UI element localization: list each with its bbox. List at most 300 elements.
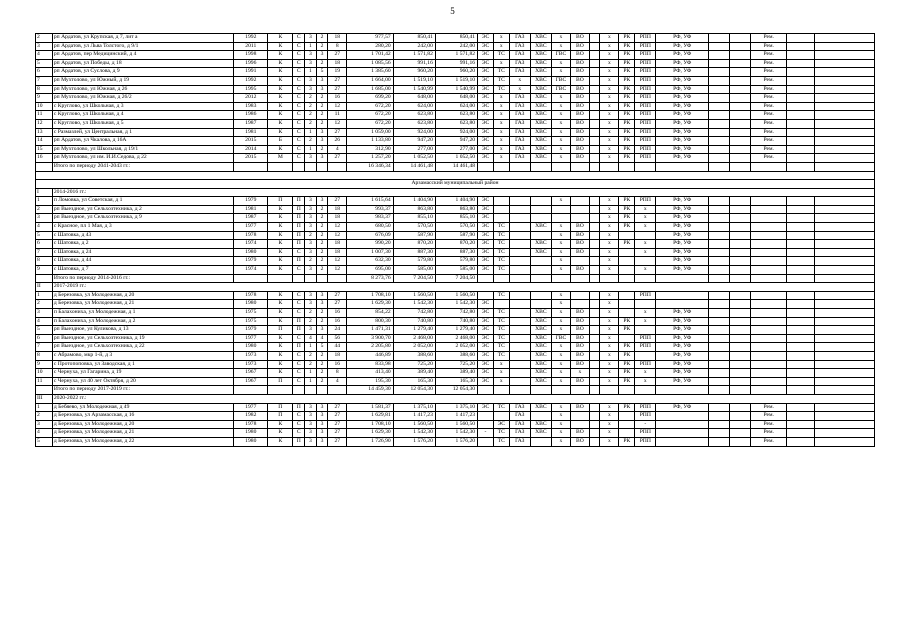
table-cell bbox=[787, 197, 814, 206]
table-cell: 960,20 bbox=[393, 68, 435, 77]
table-cell: 1 375,10 bbox=[393, 403, 435, 412]
table-cell: П bbox=[293, 403, 305, 412]
table-cell: 2 bbox=[305, 309, 317, 318]
table-cell bbox=[530, 412, 551, 421]
table-cell: ХВС bbox=[530, 248, 551, 257]
table-cell: ЭС bbox=[478, 94, 494, 103]
table-cell: 2 bbox=[305, 257, 317, 266]
table-row bbox=[36, 266, 875, 275]
table-cell: РПП bbox=[635, 85, 656, 94]
table-cell bbox=[509, 300, 530, 309]
row-number: 8 bbox=[36, 257, 53, 266]
table-cell bbox=[814, 34, 874, 43]
table-cell bbox=[589, 412, 600, 421]
table-cell bbox=[551, 386, 570, 395]
table-cell: С bbox=[293, 248, 305, 257]
table-cell: х bbox=[493, 34, 509, 43]
table-cell: ТС bbox=[493, 240, 509, 249]
table-cell: С bbox=[293, 429, 305, 438]
table-cell: ХВС bbox=[530, 145, 551, 154]
table-cell: 27 bbox=[328, 300, 347, 309]
table-cell bbox=[328, 274, 347, 283]
table-cell: ВО bbox=[570, 231, 589, 240]
table-cell bbox=[730, 317, 751, 326]
table-cell bbox=[787, 351, 814, 360]
table-cell: ХВС bbox=[530, 154, 551, 163]
table-cell: С bbox=[293, 76, 305, 85]
table-cell: 1975 bbox=[234, 309, 268, 318]
table-cell bbox=[730, 85, 751, 94]
row-number: 4 bbox=[36, 51, 53, 60]
table-cell: 16 bbox=[328, 360, 347, 369]
table-cell: 3 bbox=[305, 412, 317, 421]
table-cell bbox=[589, 85, 600, 94]
table-cell: х bbox=[600, 291, 619, 300]
table-cell: 27 bbox=[328, 403, 347, 412]
row-number: 7 bbox=[36, 343, 53, 352]
table-cell: ЭС bbox=[478, 343, 494, 352]
table-cell: Рем. bbox=[751, 76, 787, 85]
table-cell: ВО bbox=[570, 334, 589, 343]
table-cell: Рем. bbox=[751, 128, 787, 137]
table-cell bbox=[509, 386, 530, 395]
table-cell: 1 560,50 bbox=[435, 420, 477, 429]
table-row bbox=[36, 300, 875, 309]
table-cell: ЭС bbox=[478, 334, 494, 343]
table-cell bbox=[570, 386, 589, 395]
table-cell: 672,20 bbox=[347, 111, 393, 120]
table-cell bbox=[293, 274, 305, 283]
table-cell: 2 bbox=[316, 309, 328, 318]
table-cell: х bbox=[600, 59, 619, 68]
table-cell: 2 bbox=[316, 34, 328, 43]
table-cell: 1 007,30 bbox=[347, 248, 393, 257]
table-cell bbox=[751, 197, 787, 206]
table-cell bbox=[787, 300, 814, 309]
table-cell bbox=[619, 300, 635, 309]
table-cell: ВО bbox=[570, 429, 589, 438]
table-cell: 389,40 bbox=[393, 369, 435, 378]
table-cell: РФ, УФ bbox=[656, 248, 709, 257]
table-cell: К bbox=[268, 240, 293, 249]
table-cell: 3 bbox=[305, 223, 317, 232]
table-cell: 280,20 bbox=[347, 42, 393, 51]
table-cell: ТС bbox=[493, 248, 509, 257]
table-cell: К bbox=[268, 420, 293, 429]
table-cell bbox=[530, 437, 551, 446]
table-cell: Рем. bbox=[751, 403, 787, 412]
table-cell: 740,80 bbox=[435, 317, 477, 326]
table-cell bbox=[589, 162, 600, 171]
table-cell: 27 bbox=[328, 197, 347, 206]
table-cell bbox=[730, 351, 751, 360]
table-cell: 3 bbox=[316, 76, 328, 85]
table-cell: ВО bbox=[570, 317, 589, 326]
table-cell: х bbox=[600, 248, 619, 257]
table-cell bbox=[787, 42, 814, 51]
table-cell: 14 461,48 bbox=[435, 162, 477, 171]
table-cell: 1 726,90 bbox=[347, 437, 393, 446]
table-cell: РФ, УФ bbox=[656, 111, 709, 120]
table-cell: 2 bbox=[305, 102, 317, 111]
table-cell bbox=[589, 343, 600, 352]
table-cell: 44 bbox=[328, 343, 347, 352]
table-cell: 2 bbox=[316, 266, 328, 275]
table-cell bbox=[814, 291, 874, 300]
period-number: II bbox=[36, 283, 53, 292]
table-cell bbox=[619, 274, 635, 283]
address-cell: рп Выездное, ул Куликова, д 13 bbox=[52, 326, 234, 335]
table-cell: К bbox=[268, 437, 293, 446]
table-cell: х bbox=[551, 68, 570, 77]
table-cell bbox=[493, 205, 509, 214]
table-cell: ХВС bbox=[530, 317, 551, 326]
table-cell bbox=[589, 154, 600, 163]
table-cell: 3 bbox=[305, 76, 317, 85]
table-cell: 1 560,50 bbox=[435, 291, 477, 300]
table-cell: 18 bbox=[328, 351, 347, 360]
table-row bbox=[36, 119, 875, 128]
row-number: 7 bbox=[36, 248, 53, 257]
table-cell bbox=[619, 412, 635, 421]
table-cell: 1996 bbox=[234, 59, 268, 68]
table-cell: х bbox=[600, 34, 619, 43]
table-cell: ВО bbox=[570, 111, 589, 120]
table-cell bbox=[530, 214, 551, 223]
table-cell: 2 bbox=[316, 248, 328, 257]
table-cell bbox=[814, 205, 874, 214]
table-cell: ТС bbox=[493, 309, 509, 318]
table-cell: 579,80 bbox=[435, 257, 477, 266]
table-cell bbox=[509, 205, 530, 214]
housing-register-table bbox=[35, 33, 875, 447]
table-cell: ГАЗ bbox=[509, 51, 530, 60]
table-cell: ГАЗ bbox=[509, 119, 530, 128]
table-cell: 1 708,10 bbox=[347, 291, 393, 300]
table-cell: ХВС bbox=[530, 94, 551, 103]
table-cell: РК bbox=[619, 154, 635, 163]
table-cell bbox=[509, 326, 530, 335]
table-cell bbox=[730, 437, 751, 446]
table-cell: П bbox=[268, 412, 293, 421]
table-cell: 3 bbox=[305, 248, 317, 257]
table-cell: 3 bbox=[305, 420, 317, 429]
table-cell bbox=[730, 205, 751, 214]
table-cell: ЭС bbox=[478, 248, 494, 257]
table-cell bbox=[709, 42, 730, 51]
table-cell bbox=[751, 266, 787, 275]
table-cell bbox=[730, 137, 751, 146]
table-cell: С bbox=[293, 119, 305, 128]
table-cell bbox=[751, 162, 787, 171]
table-cell bbox=[589, 197, 600, 206]
table-cell: 1 542,30 bbox=[393, 429, 435, 438]
table-cell: ВО bbox=[570, 68, 589, 77]
table-cell: х bbox=[551, 223, 570, 232]
table-row bbox=[36, 369, 875, 378]
table-cell bbox=[589, 145, 600, 154]
table-cell bbox=[787, 334, 814, 343]
table-cell: х bbox=[551, 351, 570, 360]
table-cell: К bbox=[268, 145, 293, 154]
table-cell bbox=[709, 85, 730, 94]
table-cell: х bbox=[600, 326, 619, 335]
table-cell: К bbox=[268, 34, 293, 43]
table-cell bbox=[787, 248, 814, 257]
table-cell: ХВС bbox=[530, 351, 551, 360]
table-cell bbox=[589, 351, 600, 360]
table-cell bbox=[570, 205, 589, 214]
table-cell bbox=[814, 137, 874, 146]
table-cell: 14 461,48 bbox=[393, 162, 435, 171]
table-cell bbox=[530, 274, 551, 283]
table-cell: ХВС bbox=[530, 360, 551, 369]
table-cell: Рем. bbox=[751, 68, 787, 77]
table-cell bbox=[730, 59, 751, 68]
table-cell: ЭС bbox=[478, 223, 494, 232]
table-cell: 947,20 bbox=[435, 137, 477, 146]
table-cell bbox=[814, 94, 874, 103]
table-cell: ЭС bbox=[478, 137, 494, 146]
table-row bbox=[36, 360, 875, 369]
table-cell: 1981 bbox=[234, 205, 268, 214]
table-cell: РФ, УФ bbox=[656, 154, 709, 163]
table-cell: 887,30 bbox=[435, 248, 477, 257]
table-cell bbox=[589, 266, 600, 275]
table-cell: РК bbox=[619, 119, 635, 128]
table-cell: Рем. bbox=[751, 111, 787, 120]
table-cell: х bbox=[551, 42, 570, 51]
table-cell bbox=[619, 420, 635, 429]
table-cell bbox=[709, 248, 730, 257]
table-cell bbox=[709, 317, 730, 326]
table-cell: Рем. bbox=[751, 94, 787, 103]
table-cell bbox=[530, 197, 551, 206]
table-cell: х bbox=[551, 240, 570, 249]
table-cell: 3 bbox=[305, 403, 317, 412]
table-cell bbox=[589, 300, 600, 309]
table-cell: ХВС bbox=[530, 85, 551, 94]
table-cell: 570,50 bbox=[393, 223, 435, 232]
row-number: 3 bbox=[36, 42, 53, 51]
table-cell: 1973 bbox=[234, 351, 268, 360]
table-cell bbox=[478, 386, 494, 395]
table-cell: 870,20 bbox=[435, 240, 477, 249]
table-cell: К bbox=[268, 94, 293, 103]
table-cell: 579,80 bbox=[393, 257, 435, 266]
table-cell: ЭС bbox=[478, 403, 494, 412]
table-cell bbox=[814, 85, 874, 94]
table-cell: ТС bbox=[493, 429, 509, 438]
table-cell: х bbox=[635, 248, 656, 257]
table-cell: х bbox=[551, 429, 570, 438]
table-cell: 855,10 bbox=[435, 214, 477, 223]
table-cell bbox=[589, 102, 600, 111]
table-cell: П bbox=[293, 214, 305, 223]
table-cell bbox=[787, 377, 814, 386]
table-cell: 1 560,50 bbox=[393, 291, 435, 300]
table-cell bbox=[787, 119, 814, 128]
table-cell: К bbox=[268, 42, 293, 51]
table-row bbox=[36, 377, 875, 386]
table-cell bbox=[787, 309, 814, 318]
table-cell: 1978 bbox=[234, 231, 268, 240]
table-cell bbox=[751, 334, 787, 343]
address-cell: д Березовка, ул Молодежная, д 22 bbox=[52, 437, 234, 446]
row-number: 7 bbox=[36, 76, 53, 85]
page-number: 5 bbox=[450, 6, 455, 16]
table-cell: х bbox=[635, 377, 656, 386]
table-cell: ТС bbox=[493, 326, 509, 335]
table-cell: РФ, УФ bbox=[656, 240, 709, 249]
table-cell: ХВС bbox=[530, 334, 551, 343]
row-number: 4 bbox=[36, 223, 53, 232]
table-cell: РПП bbox=[635, 154, 656, 163]
table-cell: 1977 bbox=[234, 223, 268, 232]
table-cell: х bbox=[600, 119, 619, 128]
table-cell: ХВС bbox=[530, 403, 551, 412]
table-cell: х bbox=[600, 223, 619, 232]
table-cell bbox=[305, 274, 317, 283]
table-cell: ВО bbox=[570, 248, 589, 257]
row-number: 5 bbox=[36, 326, 53, 335]
table-cell: х bbox=[551, 377, 570, 386]
table-cell: 2 bbox=[316, 257, 328, 266]
table-cell bbox=[814, 386, 874, 395]
table-cell: С bbox=[293, 369, 305, 378]
table-cell: РФ, УФ bbox=[656, 42, 709, 51]
table-cell bbox=[814, 429, 874, 438]
table-cell bbox=[619, 257, 635, 266]
table-cell bbox=[730, 119, 751, 128]
address-cell: рп Мухтолово, ул Школьная, д 19/1 bbox=[52, 145, 234, 154]
table-cell: К bbox=[268, 223, 293, 232]
table-cell: 680,50 bbox=[347, 223, 393, 232]
table-cell: РПП bbox=[635, 403, 656, 412]
table-cell: х bbox=[600, 94, 619, 103]
table-cell bbox=[730, 154, 751, 163]
table-cell: РПП bbox=[635, 34, 656, 43]
table-cell: х bbox=[551, 59, 570, 68]
table-cell bbox=[814, 223, 874, 232]
table-cell: 2 bbox=[316, 223, 328, 232]
table-cell bbox=[570, 162, 589, 171]
table-cell: 12 bbox=[328, 257, 347, 266]
table-cell bbox=[787, 76, 814, 85]
table-cell bbox=[589, 326, 600, 335]
table-cell: 165,30 bbox=[435, 377, 477, 386]
period-total-row bbox=[36, 386, 875, 395]
table-cell: РК bbox=[619, 59, 635, 68]
table-row bbox=[36, 248, 875, 257]
table-cell: 18 bbox=[328, 59, 347, 68]
table-cell: П bbox=[293, 223, 305, 232]
table-cell: П bbox=[293, 326, 305, 335]
table-cell: х bbox=[493, 128, 509, 137]
table-cell: 1 519,10 bbox=[393, 76, 435, 85]
table-cell: 1 417,23 bbox=[435, 412, 477, 421]
table-cell: ЭС bbox=[478, 197, 494, 206]
table-cell: 242,00 bbox=[435, 42, 477, 51]
table-cell: 3 bbox=[305, 326, 317, 335]
address-cell: рп Выездное, ул Сельхозтехника, д 22 bbox=[52, 343, 234, 352]
table-cell bbox=[730, 102, 751, 111]
table-cell: РК bbox=[619, 214, 635, 223]
table-cell: х bbox=[551, 231, 570, 240]
address-cell: с Шатовка, д 24 bbox=[52, 248, 234, 257]
period-title: 2020-2022 гг.: bbox=[52, 394, 874, 403]
table-cell bbox=[730, 403, 751, 412]
table-cell bbox=[709, 300, 730, 309]
table-cell: 2 bbox=[316, 369, 328, 378]
table-cell: 2 bbox=[316, 351, 328, 360]
table-cell: 623,80 bbox=[393, 111, 435, 120]
table-cell: РК bbox=[619, 51, 635, 60]
table-cell bbox=[709, 145, 730, 154]
table-row bbox=[36, 334, 875, 343]
table-cell: РФ, УФ bbox=[656, 137, 709, 146]
table-cell: х bbox=[600, 42, 619, 51]
table-cell: РК bbox=[619, 128, 635, 137]
table-cell: 27 bbox=[328, 437, 347, 446]
table-cell: х bbox=[600, 197, 619, 206]
table-cell: 1 085,56 bbox=[347, 59, 393, 68]
table-cell: ЭС bbox=[478, 76, 494, 85]
table-cell bbox=[570, 291, 589, 300]
period-title: 2017-2019 гг.: bbox=[52, 283, 874, 292]
table-cell: 27 bbox=[328, 154, 347, 163]
table-cell: 2 bbox=[316, 231, 328, 240]
table-cell bbox=[787, 412, 814, 421]
table-cell: 1974 bbox=[234, 240, 268, 249]
table-cell: ВО bbox=[570, 360, 589, 369]
table-cell bbox=[305, 386, 317, 395]
table-cell: х bbox=[600, 429, 619, 438]
table-cell bbox=[814, 420, 874, 429]
table-cell: РК bbox=[619, 240, 635, 249]
table-cell: ГАЗ bbox=[509, 412, 530, 421]
table-cell: 3 bbox=[316, 291, 328, 300]
table-cell: РФ, УФ bbox=[656, 317, 709, 326]
table-cell: К bbox=[268, 85, 293, 94]
table-cell bbox=[814, 412, 874, 421]
table-cell bbox=[551, 205, 570, 214]
table-cell: 863,80 bbox=[393, 205, 435, 214]
table-cell: ЭС bbox=[478, 351, 494, 360]
address-cell: Итого по периоду 2014-2016 гг.: bbox=[52, 274, 234, 283]
table-cell: ВО bbox=[570, 403, 589, 412]
table-cell bbox=[751, 223, 787, 232]
table-cell: 3 bbox=[316, 420, 328, 429]
address-cell: с Красное, пл 1 Мая, д 3 bbox=[52, 223, 234, 232]
table-cell: 740,80 bbox=[393, 317, 435, 326]
address-cell: д Березовка, ул Арзамасская, д 16 bbox=[52, 412, 234, 421]
table-cell bbox=[589, 334, 600, 343]
table-cell: ЭС bbox=[478, 145, 494, 154]
table-cell: х bbox=[493, 154, 509, 163]
table-cell: РПП bbox=[635, 291, 656, 300]
table-cell: ХВС bbox=[530, 240, 551, 249]
table-cell bbox=[787, 145, 814, 154]
table-cell: 18 bbox=[328, 240, 347, 249]
table-cell bbox=[635, 257, 656, 266]
address-cell: д Березовка, ул Молодежная, д 20 bbox=[52, 420, 234, 429]
table-cell bbox=[635, 162, 656, 171]
table-cell: 3 bbox=[316, 429, 328, 438]
table-cell: 1 257,20 bbox=[347, 154, 393, 163]
table-cell: 742,80 bbox=[435, 309, 477, 318]
table-cell bbox=[709, 214, 730, 223]
